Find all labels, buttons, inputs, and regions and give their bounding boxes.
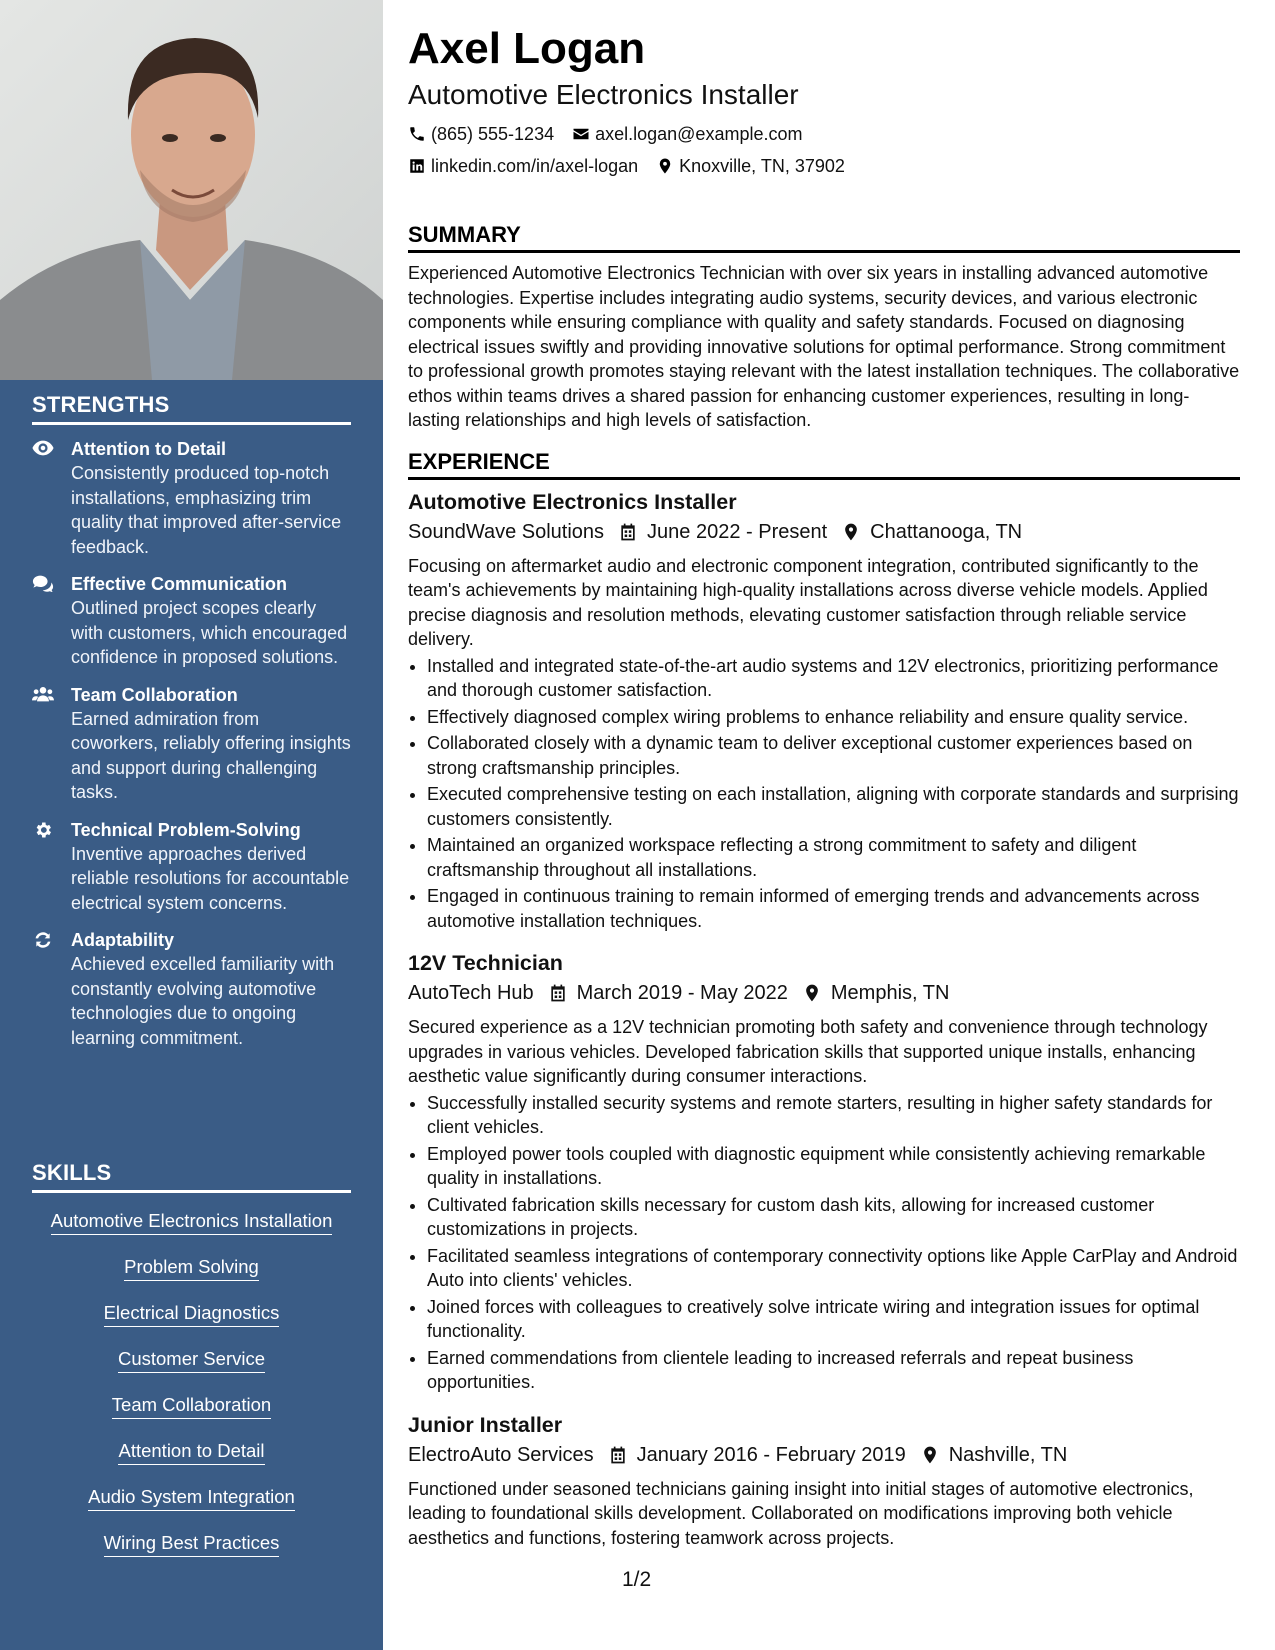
job-meta xyxy=(408,516,1240,548)
job-bullet: • Effectively diagnosed complex wiring problems to enhance reliability and ensure quality service. xyxy=(427,705,1240,730)
job-bullets xyxy=(408,654,1240,934)
job-dates xyxy=(618,516,827,548)
job-company: SoundWave Solutions xyxy=(408,520,605,543)
job-bullet: • Executed comprehensive testing on each installation, aligning with corporate standards and surprising customers consistently. xyxy=(427,782,1240,831)
job-location-text: Memphis, TN xyxy=(830,982,950,1004)
map-pin-icon xyxy=(802,983,822,1003)
job-bullet: • Engaged in continuous training to remain informed of emerging trends and advancements across automotive installation techniques. xyxy=(427,884,1240,933)
job-bullet: • Collaborated closely with a dynamic team to deliver exceptional customer experiences based on strong craftsmanship principles. xyxy=(427,731,1240,780)
job-meta xyxy=(408,1439,1240,1471)
job-dates xyxy=(608,1439,906,1471)
map-pin-icon xyxy=(841,522,861,542)
phone-icon xyxy=(408,125,426,143)
users-icon xyxy=(32,683,71,805)
strength-description: Outlined project scopes clearly with customers, which encouraged confidence in proposed solutions. xyxy=(71,598,348,667)
refresh-icon xyxy=(32,928,71,1050)
job-bullet: • Joined forces with colleagues to creatively solve intricate wiring and integration issues for optimal functionality. xyxy=(427,1295,1240,1344)
sidebar xyxy=(0,0,383,1650)
candidate-title: Automotive Electronics Installer xyxy=(408,79,799,110)
linkedin-contact[interactable] xyxy=(408,150,638,182)
skill-item: Wiring Best Practices xyxy=(104,1531,280,1557)
strength-title: Attention to Detail xyxy=(71,439,226,459)
job-location-text: Nashville, TN xyxy=(948,1443,1068,1466)
skills-section xyxy=(32,1160,351,1577)
strength-item xyxy=(32,572,351,670)
calendar-icon xyxy=(548,983,568,1003)
skills-title: SKILLS xyxy=(32,1160,351,1193)
job-entry xyxy=(408,488,1240,934)
comments-icon xyxy=(32,572,71,670)
skills-list xyxy=(32,1209,351,1577)
job-bullet: • Cultivated fabrication skills necessary for custom dash kits, allowing for increased customer customizations in projects. xyxy=(427,1193,1240,1242)
phone-text: (865) 555-1234 xyxy=(431,124,555,144)
email-contact[interactable] xyxy=(572,118,802,150)
skill-item: Attention to Detail xyxy=(118,1439,264,1465)
job-entry xyxy=(408,949,1240,1395)
strength-description: Earned admiration from coworkers, reliably offering insights and support during challenging tasks. xyxy=(71,708,351,802)
skill-item: Electrical Diagnostics xyxy=(104,1301,280,1327)
summary-text: Experienced Automotive Electronics Technician with over six years in installing advanced automotive technologies. Expertise includes integrating audio systems, security devices, and various electronic components while ensuring compliance with quality and safety standards. Focused on diagnosing electrical issues swiftly and providing innovative solutions for optimal performance. Strong commitment to professional growth promotes staying relevant with the latest installation techniques. The collaborative ethos within teams drives a shared passion for enhancing customer experiences, resulting in long-lasting relationships and high levels of satisfaction. xyxy=(408,263,1240,430)
location-contact xyxy=(656,150,845,182)
skill-item: Automotive Electronics Installation xyxy=(51,1209,333,1235)
main-content xyxy=(408,18,1240,1566)
strength-item xyxy=(32,928,351,1050)
page-number: 1/2 xyxy=(622,1568,652,1591)
eye-icon xyxy=(32,437,71,559)
email-text[interactable]: axel.logan@example.com xyxy=(595,124,803,144)
strength-title: Adaptability xyxy=(71,930,175,950)
strength-title: Technical Problem-Solving xyxy=(71,819,301,840)
phone-contact xyxy=(408,118,554,150)
strength-item xyxy=(32,818,351,916)
linkedin-text[interactable]: linkedin.com/in/axel-logan xyxy=(431,156,639,176)
job-company: ElectroAuto Services xyxy=(408,1443,594,1466)
map-pin-icon xyxy=(920,1445,940,1465)
strength-item xyxy=(32,437,351,559)
location-text: Knoxville, TN, 37902 xyxy=(679,156,845,176)
job-role: 12V Technician xyxy=(408,951,563,975)
profile-photo-image xyxy=(0,0,383,380)
job-dates-text: March 2019 - May 2022 xyxy=(576,982,788,1004)
skill-item: Problem Solving xyxy=(124,1255,259,1281)
strength-description: Inventive approaches derived reliable resolutions for accountable electrical system concerns. xyxy=(71,843,350,913)
calendar-icon xyxy=(608,1445,628,1465)
job-role: Automotive Electronics Installer xyxy=(408,489,737,514)
job-location-text: Chattanooga, TN xyxy=(870,520,1023,543)
skill-item: Audio System Integration xyxy=(88,1485,295,1511)
gear-icon xyxy=(32,818,71,916)
strengths-section xyxy=(32,392,351,1063)
skill-item: Customer Service xyxy=(118,1347,265,1373)
summary-title: SUMMARY xyxy=(408,222,1240,253)
job-bullet: • Earned commendations from clientele leading to increased referrals and repeat business opportunities. xyxy=(427,1346,1240,1395)
skill-item: Team Collaboration xyxy=(112,1393,271,1419)
job-bullet: • Installed and integrated state-of-the-art audio systems and 12V electronics, prioritizing performance and thorough customer satisfaction. xyxy=(427,654,1240,703)
job-dates-text: June 2022 - Present xyxy=(647,520,828,543)
experience-title: EXPERIENCE xyxy=(408,449,1240,480)
job-description: Focusing on aftermarket audio and electronic component integration, contributed significantly to the team's achievements by maintaining high-quality installations across diverse vehicle models. Applied precise diagnosis and resolution methods, elevating customer satisfaction through reliable service delivery. xyxy=(408,555,1208,649)
strength-item xyxy=(32,683,351,805)
contact-row xyxy=(408,118,1240,150)
envelope-icon xyxy=(572,125,590,143)
job-location xyxy=(841,516,1022,548)
job-location xyxy=(920,1439,1068,1471)
strength-description: Achieved excelled familiarity with constantly evolving automotive technologies due to ongoing learning commitment. xyxy=(71,954,335,1048)
strength-description: Consistently produced top-notch installations, emphasizing trim quality that improved after-service feedback. xyxy=(71,463,342,557)
job-meta xyxy=(408,977,1240,1009)
job-description: Secured experience as a 12V technician promoting both safety and convenience through technology upgrades in various vehicles. Developed fabrication skills that supported unique installs, enhancing aesthetic value significantly during consumer interactions. xyxy=(408,1017,1208,1086)
strengths-title: STRENGTHS xyxy=(32,392,351,425)
job-dates-text: January 2016 - February 2019 xyxy=(636,1443,906,1466)
job-bullet: • Employed power tools coupled with diagnostic equipment while consistently achieving remarkable quality in installations. xyxy=(427,1142,1240,1191)
job-bullets xyxy=(408,1091,1240,1395)
strength-title: Team Collaboration xyxy=(71,684,238,705)
job-location xyxy=(802,977,950,1009)
candidate-name: Axel Logan xyxy=(408,24,646,73)
job-bullet: • Facilitated seamless integrations of contemporary connectivity options like Apple CarPlay and Android Auto into clients' vehicles. xyxy=(427,1244,1240,1293)
job-bullet: • Successfully installed security systems and remote starters, resulting in higher safety standards for client vehicles. xyxy=(427,1091,1240,1140)
strength-title: Effective Communication xyxy=(71,574,288,594)
contact-row xyxy=(408,150,1240,182)
job-description: Functioned under seasoned technicians gaining insight into initial stages of automotive electronics, leading to foundational skills development. Collaborated on modifications improving both vehicle aesthetics and functions, fostering teamwork across projects. xyxy=(408,1478,1194,1548)
profile-photo xyxy=(0,0,383,380)
calendar-icon xyxy=(618,522,638,542)
job-dates xyxy=(548,977,788,1009)
linkedin-icon xyxy=(408,157,426,175)
job-role: Junior Installer xyxy=(408,1412,563,1437)
job-entry xyxy=(408,1411,1240,1551)
job-bullet: • Maintained an organized workspace reflecting a strong commitment to safety and diligent craftsmanship throughout all installations. xyxy=(427,833,1240,882)
job-company: AutoTech Hub xyxy=(408,982,534,1004)
map-pin-icon xyxy=(656,157,674,175)
